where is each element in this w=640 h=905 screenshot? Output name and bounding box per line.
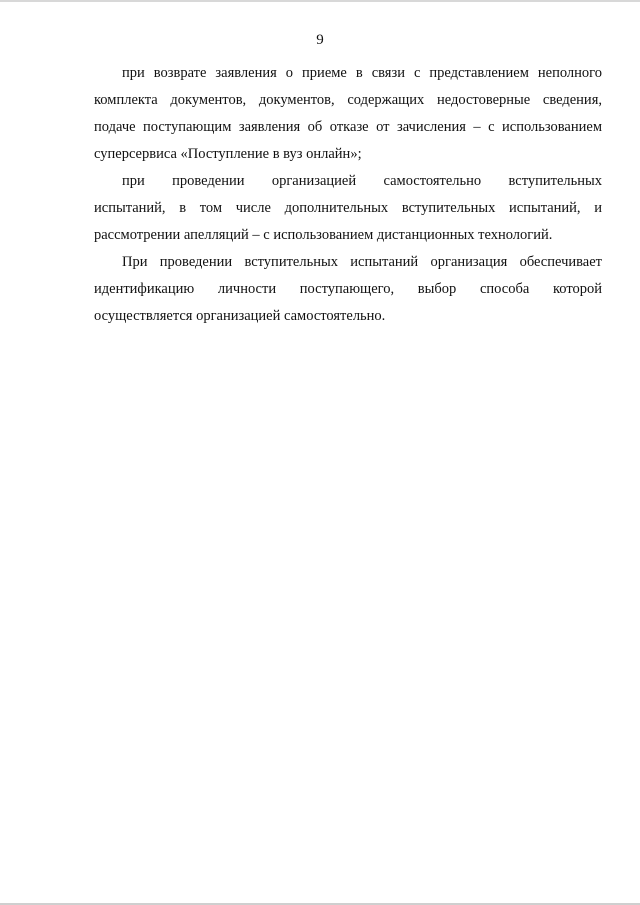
text-line: суперсервиса «Поступление в вуз онлайн»;: [94, 146, 362, 162]
text-line: комплекта документов, документов, содержащих недостоверные сведения,: [94, 92, 602, 108]
text-line: при возврате заявления о приеме в связи с представлением неполного: [122, 65, 602, 81]
paragraph-entrance-tests: [94, 168, 602, 249]
document-body: [94, 60, 602, 330]
text-line: испытаний, в том числе дополнительных вступительных испытаний, и: [94, 200, 602, 216]
text-line: При проведении вступительных испытаний организация обеспечивает: [122, 254, 602, 270]
page-top-edge: [0, 0, 640, 2]
text-line: осуществляется организацией самостоятельно.: [94, 308, 386, 324]
paragraph-identification: [94, 249, 602, 330]
paragraph-return-application: [94, 60, 602, 168]
page-number: 9: [316, 32, 324, 48]
text-line: при проведении организацией самостоятельно вступительных: [122, 173, 602, 189]
text-line: идентификацию личности поступающего, выбор способа которой: [94, 281, 602, 297]
text-line: подаче поступающим заявления об отказе от зачисления – с использованием: [94, 119, 602, 135]
text-line: рассмотрении апелляций – с использованием дистанционных технологий.: [94, 227, 553, 243]
